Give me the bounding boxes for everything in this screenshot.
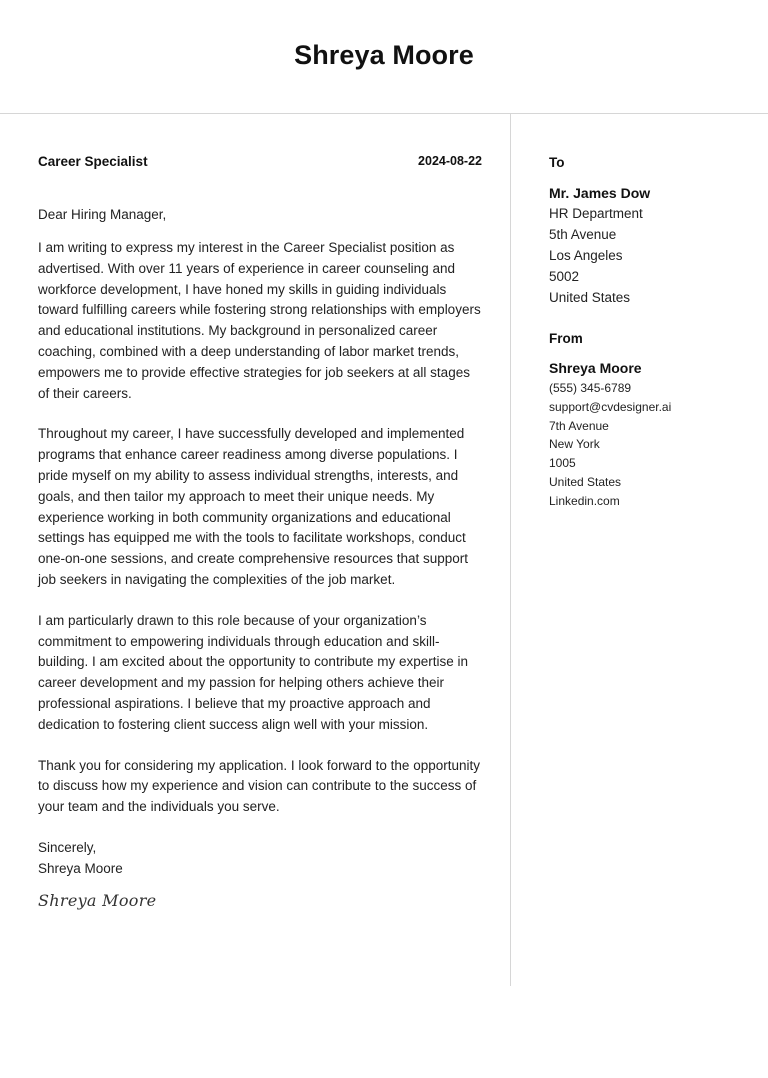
sender-country: United States xyxy=(549,474,622,489)
to-heading: To xyxy=(549,155,565,170)
column-divider xyxy=(510,114,511,986)
paragraph-3: I am particularly drawn to this role because of your organization’s commitment to empowering individuals through education and skill-building. I am excited about the opportunity to contribute my expertise in career development and my passion for helping others achieve their professional aspirations. I believe that my proactive approach and dedication to fostering client success align well with your mission. xyxy=(38,612,468,732)
recipient-street: 5th Avenue xyxy=(549,227,617,242)
job-role: Career Specialist xyxy=(38,154,148,169)
letter-date: 2024-08-22 xyxy=(418,154,482,168)
sender-phone: (555) 345-6789 xyxy=(549,381,632,395)
role-date-row xyxy=(38,154,482,174)
applicant-name-title: Shreya Moore xyxy=(294,40,474,70)
handwritten-signature: Shreya Moore xyxy=(38,890,157,910)
recipient-department: HR Department xyxy=(549,206,643,221)
sender-email: support@cvdesigner.ai xyxy=(549,399,672,414)
recipient-name: Mr. James Dow xyxy=(549,185,651,201)
sender-city: New York xyxy=(549,437,600,452)
paragraph-2: Throughout my career, I have successfully developed and implemented programs that enhance career readiness among diverse populations. I pride myself on my ability to assess individual strengths, interests, and goals, and then tailor my approach to meet their unique needs. My experience working in both community organizations and educational settings has equipped me with the tools to facilitate workshops, conduct one-on-one sessions, and create comprehensive resources that support job seekers in navigating the complexities of the job market. xyxy=(38,426,468,587)
sender-name: Shreya Moore xyxy=(549,360,642,376)
paragraph-4: Thank you for considering my application. I look forward to the opportunity to discuss how my experience and vision can contribute to the success of your team and the individuals you serve. xyxy=(38,757,480,815)
paragraph-1: I am writing to express my interest in the Career Specialist position as advertised. With over 11 years of experience in career counseling and workforce development, I have honed my skills in guiding individuals toward fulfilling careers while fostering strong relationships with employers and educational institutions. My background in personalized career coaching, combined with a deep understanding of labor market trends, empowers me to provide effective strategies for job seekers at all stages of their careers. xyxy=(38,240,481,401)
recipient-country: United States xyxy=(549,290,631,305)
letter-body xyxy=(38,154,482,910)
closing-phrase: Sincerely, xyxy=(38,839,97,855)
address-sidebar xyxy=(549,154,759,511)
recipient-city: Los Angeles xyxy=(549,248,623,263)
recipient-zip: 5002 xyxy=(549,269,580,284)
sender-street: 7th Avenue xyxy=(549,418,609,433)
closing-block xyxy=(38,837,482,879)
from-heading: From xyxy=(549,331,583,346)
page-header xyxy=(0,0,768,114)
sender-zip: 1005 xyxy=(549,456,576,471)
sender-website: Linkedin.com xyxy=(549,493,620,508)
closing-name: Shreya Moore xyxy=(38,860,123,876)
salutation: Dear Hiring Manager, xyxy=(38,207,167,222)
